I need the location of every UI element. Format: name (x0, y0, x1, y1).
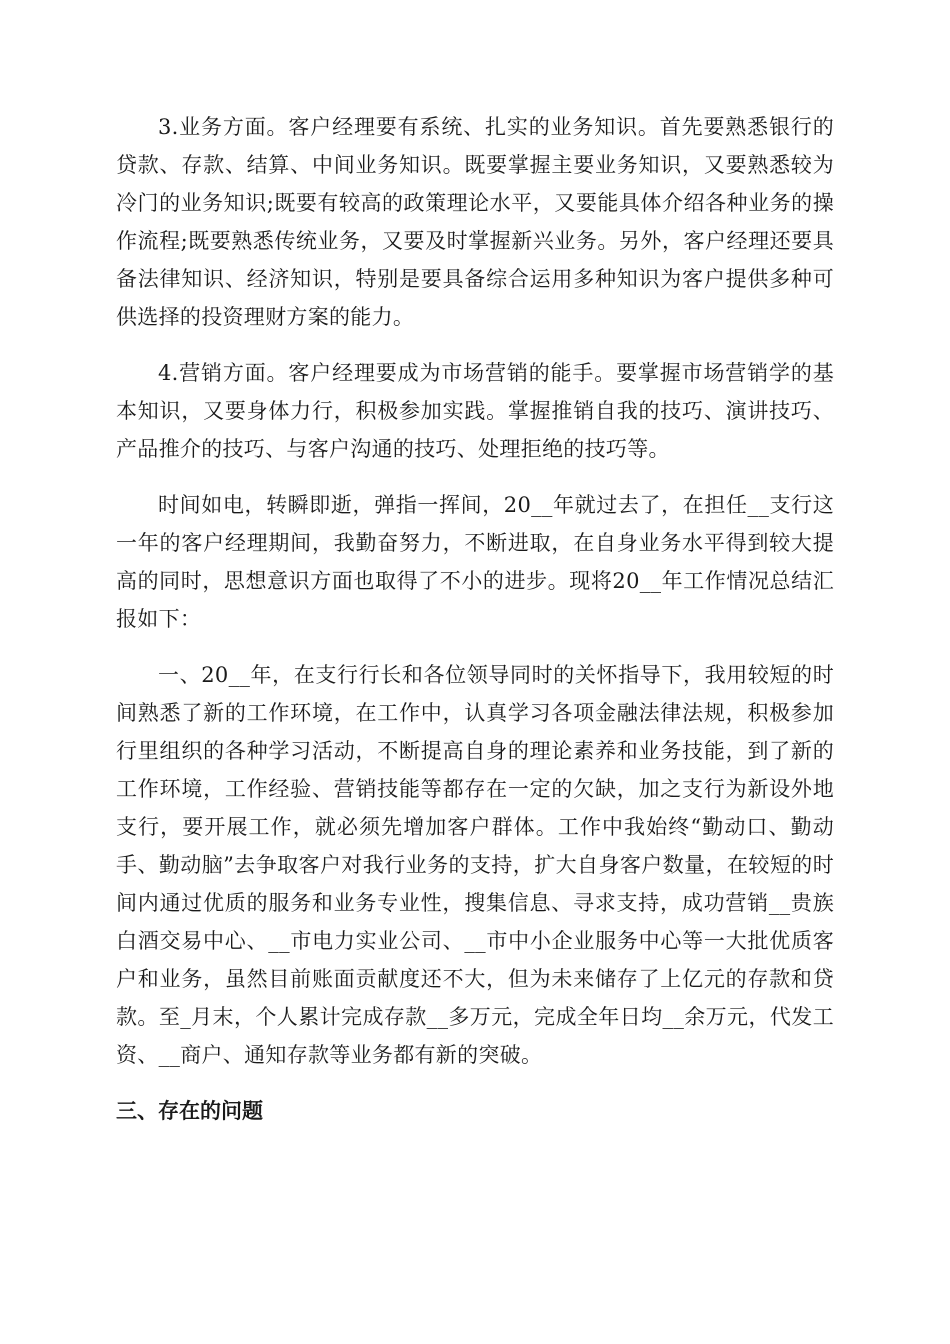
section-heading-problems: 三、存在的问题 (116, 1099, 263, 1123)
paragraph-section-one: 一、20__年，在支行行长和各位领导同时的关怀指导下，我用较短的时间熟悉了新的工作环境，在工作中，认真学习各项金融法律法规，积极参加行里组织的各种学习活动，不断提高自身的理论素养和业务技能，到了新的工作环境，工作经验、营销技能等都存在一定的欠缺，加之支行为新设外地支行，要开展工作，就必须先增加客户群体。工作中我始终“勤动口、勤动手、勤动脑”去争取客户对我行业务的支持，扩大自身客户数量，在较短的时间内通过优质的服务和业务专业性，搜集信息、寻求支持，成功营销__贵族白酒交易中心、__市电力实业公司、__市中小企业服务中心等一大批优质客户和业务，虽然目前账面贡献度还不大，但为未来储存了上亿元的存款和贷款。至_月末，个人累计完成存款__多万元，完成全年日均__余万元，代发工资、__商户、通知存款等业务都有新的突破。 (116, 663, 834, 1067)
paragraph-marketing: 4.营销方面。客户经理要成为市场营销的能手。要掌握市场营销学的基本知识，又要身体力行，积极参加实践。掌握推销自我的技巧、演讲技巧、产品推介的技巧、与客户沟通的技巧、处理拒绝的技巧等。 (116, 361, 834, 461)
paragraph-summary-intro: 时间如电，转瞬即逝，弹指一挥间，20__年就过去了，在担任__支行这一年的客户经理期间，我勤奋努力，不断进取，在自身业务水平得到较大提高的同时，思想意识方面也取得了不小的进步。现将20__年工作情况总结汇报如下： (116, 493, 834, 631)
paragraph-business: 3.业务方面。客户经理要有系统、扎实的业务知识。首先要熟悉银行的贷款、存款、结算、中间业务知识。既要掌握主要业务知识，又要熟悉较为冷门的业务知识;既要有较高的政策理论水平，又要能具体介绍各种业务的操作流程;既要熟悉传统业务，又要及时掌握新兴业务。另外，客户经理还要具备法律知识、经济知识，特别是要具备综合运用多种知识为客户提供多种可供选择的投资理财方案的能力。 (116, 115, 834, 329)
document-page (116, 108, 834, 1130)
